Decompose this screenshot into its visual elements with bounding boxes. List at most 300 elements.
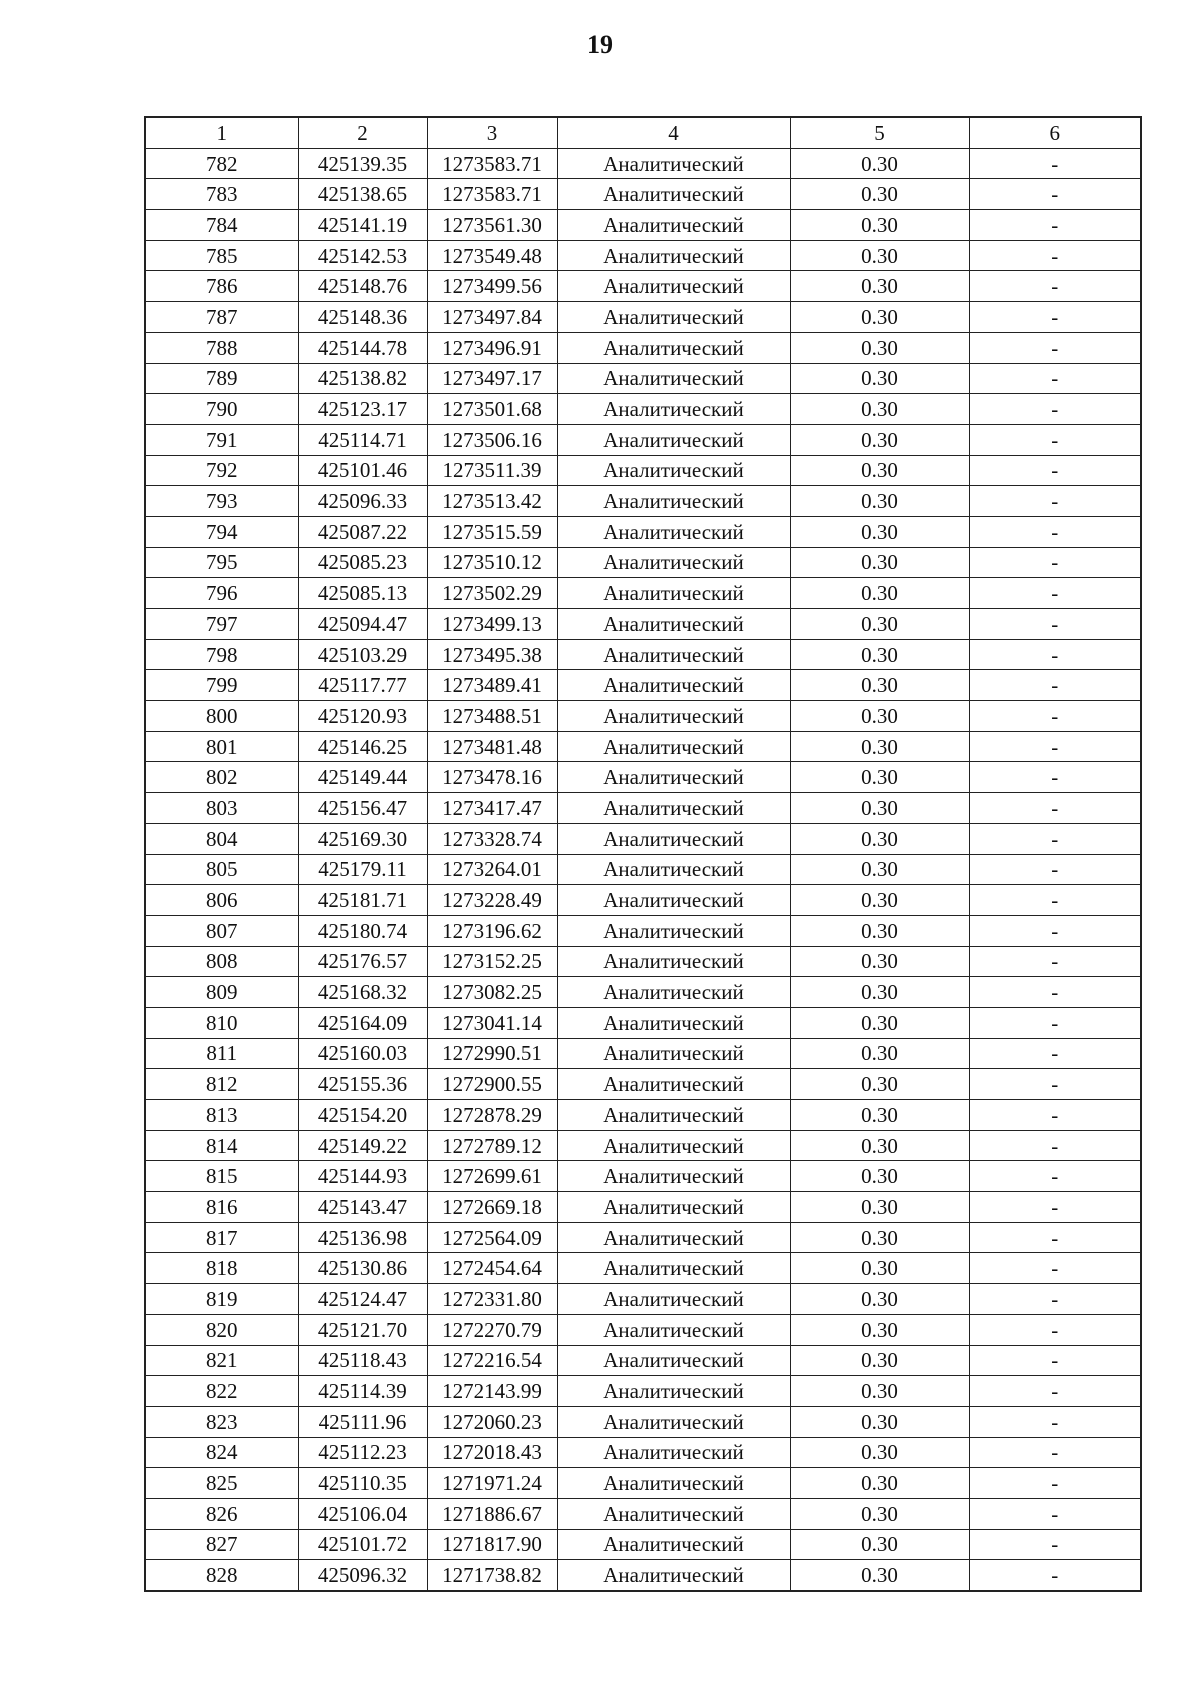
table-row [145, 1314, 1141, 1345]
table-row [145, 394, 1141, 425]
cell-point-number: 806 [145, 885, 298, 916]
cell-x-coordinate: 425094.47 [298, 609, 427, 640]
table-row [145, 915, 1141, 946]
table-row [145, 762, 1141, 793]
cell-point-number: 821 [145, 1345, 298, 1376]
cell-point-number: 813 [145, 1100, 298, 1131]
cell-x-coordinate: 425142.53 [298, 240, 427, 271]
cell-y-coordinate: 1273481.48 [427, 731, 557, 762]
cell-y-coordinate: 1273499.56 [427, 271, 557, 302]
cell-note: - [969, 394, 1141, 425]
cell-y-coordinate: 1273264.01 [427, 854, 557, 885]
cell-y-coordinate: 1272331.80 [427, 1284, 557, 1315]
page-number: 19 [587, 30, 613, 59]
cell-method: Аналитический [557, 1560, 790, 1591]
cell-method: Аналитический [557, 148, 790, 179]
cell-point-number: 816 [145, 1192, 298, 1223]
table-row [145, 609, 1141, 640]
cell-point-number: 805 [145, 854, 298, 885]
cell-point-number: 791 [145, 424, 298, 455]
cell-x-coordinate: 425096.32 [298, 1560, 427, 1591]
cell-accuracy: 0.30 [790, 486, 969, 517]
cell-note: - [969, 823, 1141, 854]
table-row [145, 701, 1141, 732]
cell-method: Аналитический [557, 793, 790, 824]
table-row [145, 210, 1141, 241]
cell-note: - [969, 1192, 1141, 1223]
cell-accuracy: 0.30 [790, 854, 969, 885]
cell-method: Аналитический [557, 1222, 790, 1253]
cell-point-number: 814 [145, 1130, 298, 1161]
table-row [145, 486, 1141, 517]
cell-note: - [969, 302, 1141, 333]
cell-y-coordinate: 1272878.29 [427, 1100, 557, 1131]
cell-note: - [969, 547, 1141, 578]
cell-method: Аналитический [557, 639, 790, 670]
table-row [145, 1192, 1141, 1223]
cell-note: - [969, 731, 1141, 762]
cell-point-number: 783 [145, 179, 298, 210]
header-row [145, 117, 1141, 148]
cell-note: - [969, 915, 1141, 946]
cell-note: - [969, 1284, 1141, 1315]
cell-note: - [969, 240, 1141, 271]
cell-method: Аналитический [557, 516, 790, 547]
cell-method: Аналитический [557, 1314, 790, 1345]
cell-accuracy: 0.30 [790, 240, 969, 271]
cell-accuracy: 0.30 [790, 1069, 969, 1100]
cell-note: - [969, 455, 1141, 486]
cell-method: Аналитический [557, 394, 790, 425]
cell-y-coordinate: 1273497.84 [427, 302, 557, 333]
table-row [145, 271, 1141, 302]
cell-y-coordinate: 1272270.79 [427, 1314, 557, 1345]
cell-point-number: 789 [145, 363, 298, 394]
table-row [145, 885, 1141, 916]
cell-accuracy: 0.30 [790, 1314, 969, 1345]
cell-y-coordinate: 1272216.54 [427, 1345, 557, 1376]
cell-method: Аналитический [557, 240, 790, 271]
table-row [145, 731, 1141, 762]
cell-x-coordinate: 425148.76 [298, 271, 427, 302]
cell-note: - [969, 1222, 1141, 1253]
cell-point-number: 812 [145, 1069, 298, 1100]
column-header-2: 2 [298, 117, 427, 148]
cell-point-number: 788 [145, 332, 298, 363]
cell-method: Аналитический [557, 701, 790, 732]
cell-point-number: 792 [145, 455, 298, 486]
cell-y-coordinate: 1273041.14 [427, 1007, 557, 1038]
cell-x-coordinate: 425156.47 [298, 793, 427, 824]
cell-x-coordinate: 425146.25 [298, 731, 427, 762]
cell-point-number: 823 [145, 1406, 298, 1437]
table-row [145, 1284, 1141, 1315]
cell-method: Аналитический [557, 1192, 790, 1223]
cell-x-coordinate: 425176.57 [298, 946, 427, 977]
table-row [145, 1100, 1141, 1131]
cell-x-coordinate: 425169.30 [298, 823, 427, 854]
cell-method: Аналитический [557, 271, 790, 302]
table-body [145, 148, 1141, 1591]
cell-accuracy: 0.30 [790, 762, 969, 793]
table-row [145, 1345, 1141, 1376]
cell-note: - [969, 1468, 1141, 1499]
column-header-6: 6 [969, 117, 1141, 148]
cell-x-coordinate: 425106.04 [298, 1498, 427, 1529]
cell-point-number: 822 [145, 1376, 298, 1407]
cell-y-coordinate: 1273583.71 [427, 148, 557, 179]
cell-accuracy: 0.30 [790, 578, 969, 609]
table-row [145, 1498, 1141, 1529]
table-row [145, 1529, 1141, 1560]
table-row [145, 1253, 1141, 1284]
cell-method: Аналитический [557, 1284, 790, 1315]
cell-method: Аналитический [557, 547, 790, 578]
cell-point-number: 828 [145, 1560, 298, 1591]
cell-accuracy: 0.30 [790, 1376, 969, 1407]
cell-accuracy: 0.30 [790, 639, 969, 670]
cell-method: Аналитический [557, 179, 790, 210]
cell-x-coordinate: 425085.23 [298, 547, 427, 578]
cell-point-number: 802 [145, 762, 298, 793]
cell-point-number: 793 [145, 486, 298, 517]
table-row [145, 547, 1141, 578]
cell-method: Аналитический [557, 455, 790, 486]
table-row [145, 302, 1141, 333]
table-row [145, 670, 1141, 701]
cell-y-coordinate: 1273583.71 [427, 179, 557, 210]
cell-note: - [969, 578, 1141, 609]
cell-x-coordinate: 425121.70 [298, 1314, 427, 1345]
cell-x-coordinate: 425101.72 [298, 1529, 427, 1560]
cell-method: Аналитический [557, 762, 790, 793]
cell-accuracy: 0.30 [790, 1529, 969, 1560]
cell-accuracy: 0.30 [790, 701, 969, 732]
cell-accuracy: 0.30 [790, 302, 969, 333]
cell-x-coordinate: 425181.71 [298, 885, 427, 916]
cell-note: - [969, 1314, 1141, 1345]
cell-y-coordinate: 1272564.09 [427, 1222, 557, 1253]
cell-x-coordinate: 425111.96 [298, 1406, 427, 1437]
cell-note: - [969, 1498, 1141, 1529]
column-header-3: 3 [427, 117, 557, 148]
cell-accuracy: 0.30 [790, 1345, 969, 1376]
table-row [145, 1069, 1141, 1100]
cell-y-coordinate: 1273515.59 [427, 516, 557, 547]
cell-point-number: 811 [145, 1038, 298, 1069]
cell-x-coordinate: 425112.23 [298, 1437, 427, 1468]
cell-method: Аналитический [557, 1406, 790, 1437]
cell-note: - [969, 1100, 1141, 1131]
cell-accuracy: 0.30 [790, 1406, 969, 1437]
cell-point-number: 827 [145, 1529, 298, 1560]
cell-x-coordinate: 425117.77 [298, 670, 427, 701]
cell-method: Аналитический [557, 609, 790, 640]
cell-accuracy: 0.30 [790, 179, 969, 210]
cell-note: - [969, 1161, 1141, 1192]
cell-y-coordinate: 1273228.49 [427, 885, 557, 916]
cell-method: Аналитический [557, 578, 790, 609]
cell-accuracy: 0.30 [790, 1192, 969, 1223]
cell-point-number: 825 [145, 1468, 298, 1499]
cell-x-coordinate: 425138.65 [298, 179, 427, 210]
cell-point-number: 794 [145, 516, 298, 547]
cell-note: - [969, 946, 1141, 977]
table-row [145, 1222, 1141, 1253]
cell-x-coordinate: 425160.03 [298, 1038, 427, 1069]
cell-note: - [969, 179, 1141, 210]
cell-method: Аналитический [557, 332, 790, 363]
cell-accuracy: 0.30 [790, 1222, 969, 1253]
table-row [145, 1161, 1141, 1192]
cell-y-coordinate: 1271817.90 [427, 1529, 557, 1560]
table-header [145, 117, 1141, 148]
cell-point-number: 820 [145, 1314, 298, 1345]
coordinates-table [144, 116, 1142, 1592]
cell-method: Аналитический [557, 210, 790, 241]
cell-y-coordinate: 1272669.18 [427, 1192, 557, 1223]
cell-note: - [969, 148, 1141, 179]
cell-point-number: 785 [145, 240, 298, 271]
cell-y-coordinate: 1273489.41 [427, 670, 557, 701]
cell-accuracy: 0.30 [790, 1468, 969, 1499]
cell-y-coordinate: 1272990.51 [427, 1038, 557, 1069]
cell-x-coordinate: 425138.82 [298, 363, 427, 394]
table-row [145, 946, 1141, 977]
cell-point-number: 797 [145, 609, 298, 640]
table-row [145, 1406, 1141, 1437]
cell-point-number: 786 [145, 271, 298, 302]
cell-accuracy: 0.30 [790, 946, 969, 977]
cell-method: Аналитический [557, 1376, 790, 1407]
table-row [145, 854, 1141, 885]
cell-method: Аналитический [557, 1437, 790, 1468]
cell-point-number: 808 [145, 946, 298, 977]
cell-accuracy: 0.30 [790, 1100, 969, 1131]
cell-method: Аналитический [557, 885, 790, 916]
cell-method: Аналитический [557, 1069, 790, 1100]
cell-point-number: 796 [145, 578, 298, 609]
cell-y-coordinate: 1273196.62 [427, 915, 557, 946]
cell-y-coordinate: 1273328.74 [427, 823, 557, 854]
cell-accuracy: 0.30 [790, 394, 969, 425]
cell-x-coordinate: 425130.86 [298, 1253, 427, 1284]
cell-y-coordinate: 1271971.24 [427, 1468, 557, 1499]
cell-accuracy: 0.30 [790, 1560, 969, 1591]
cell-x-coordinate: 425143.47 [298, 1192, 427, 1223]
table-row [145, 639, 1141, 670]
table-row [145, 240, 1141, 271]
cell-point-number: 826 [145, 1498, 298, 1529]
table-row [145, 1437, 1141, 1468]
cell-y-coordinate: 1273511.39 [427, 455, 557, 486]
cell-y-coordinate: 1273506.16 [427, 424, 557, 455]
cell-y-coordinate: 1273561.30 [427, 210, 557, 241]
cell-method: Аналитический [557, 1007, 790, 1038]
cell-point-number: 809 [145, 977, 298, 1008]
table-row [145, 578, 1141, 609]
cell-accuracy: 0.30 [790, 148, 969, 179]
cell-point-number: 787 [145, 302, 298, 333]
cell-method: Аналитический [557, 1130, 790, 1161]
cell-accuracy: 0.30 [790, 271, 969, 302]
cell-method: Аналитический [557, 486, 790, 517]
cell-point-number: 810 [145, 1007, 298, 1038]
cell-accuracy: 0.30 [790, 1253, 969, 1284]
cell-note: - [969, 332, 1141, 363]
cell-method: Аналитический [557, 302, 790, 333]
cell-note: - [969, 486, 1141, 517]
table-row [145, 1130, 1141, 1161]
table-row [145, 793, 1141, 824]
cell-accuracy: 0.30 [790, 1498, 969, 1529]
cell-y-coordinate: 1273082.25 [427, 977, 557, 1008]
cell-method: Аналитический [557, 363, 790, 394]
cell-x-coordinate: 425136.98 [298, 1222, 427, 1253]
table-row [145, 148, 1141, 179]
cell-note: - [969, 1376, 1141, 1407]
cell-note: - [969, 639, 1141, 670]
cell-x-coordinate: 425118.43 [298, 1345, 427, 1376]
cell-point-number: 784 [145, 210, 298, 241]
cell-y-coordinate: 1273499.13 [427, 609, 557, 640]
cell-y-coordinate: 1272143.99 [427, 1376, 557, 1407]
table-row [145, 1560, 1141, 1591]
column-header-4: 4 [557, 117, 790, 148]
table-row [145, 179, 1141, 210]
cell-method: Аналитический [557, 1161, 790, 1192]
cell-x-coordinate: 425114.71 [298, 424, 427, 455]
cell-y-coordinate: 1273495.38 [427, 639, 557, 670]
cell-point-number: 807 [145, 915, 298, 946]
cell-accuracy: 0.30 [790, 823, 969, 854]
cell-point-number: 790 [145, 394, 298, 425]
cell-point-number: 817 [145, 1222, 298, 1253]
cell-x-coordinate: 425123.17 [298, 394, 427, 425]
table-row [145, 1468, 1141, 1499]
cell-point-number: 819 [145, 1284, 298, 1315]
cell-point-number: 818 [145, 1253, 298, 1284]
cell-note: - [969, 363, 1141, 394]
cell-x-coordinate: 425144.78 [298, 332, 427, 363]
cell-y-coordinate: 1273496.91 [427, 332, 557, 363]
cell-x-coordinate: 425139.35 [298, 148, 427, 179]
cell-accuracy: 0.30 [790, 1038, 969, 1069]
cell-note: - [969, 885, 1141, 916]
cell-point-number: 782 [145, 148, 298, 179]
cell-y-coordinate: 1272454.64 [427, 1253, 557, 1284]
cell-accuracy: 0.30 [790, 1161, 969, 1192]
cell-note: - [969, 1437, 1141, 1468]
cell-point-number: 799 [145, 670, 298, 701]
cell-accuracy: 0.30 [790, 670, 969, 701]
cell-note: - [969, 210, 1141, 241]
cell-note: - [969, 1253, 1141, 1284]
table-row [145, 516, 1141, 547]
cell-accuracy: 0.30 [790, 210, 969, 241]
table-row [145, 1376, 1141, 1407]
cell-y-coordinate: 1273513.42 [427, 486, 557, 517]
table-row [145, 1007, 1141, 1038]
cell-x-coordinate: 425110.35 [298, 1468, 427, 1499]
cell-accuracy: 0.30 [790, 1130, 969, 1161]
cell-note: - [969, 1130, 1141, 1161]
cell-y-coordinate: 1272699.61 [427, 1161, 557, 1192]
cell-method: Аналитический [557, 946, 790, 977]
cell-method: Аналитический [557, 1100, 790, 1131]
cell-note: - [969, 793, 1141, 824]
cell-accuracy: 0.30 [790, 977, 969, 1008]
cell-note: - [969, 271, 1141, 302]
table-row [145, 332, 1141, 363]
cell-note: - [969, 762, 1141, 793]
cell-note: - [969, 701, 1141, 732]
column-header-5: 5 [790, 117, 969, 148]
cell-note: - [969, 977, 1141, 1008]
cell-method: Аналитический [557, 424, 790, 455]
cell-y-coordinate: 1272018.43 [427, 1437, 557, 1468]
cell-note: - [969, 1529, 1141, 1560]
cell-note: - [969, 1007, 1141, 1038]
cell-note: - [969, 670, 1141, 701]
cell-y-coordinate: 1271738.82 [427, 1560, 557, 1591]
cell-y-coordinate: 1273417.47 [427, 793, 557, 824]
cell-accuracy: 0.30 [790, 1284, 969, 1315]
cell-note: - [969, 516, 1141, 547]
cell-point-number: 804 [145, 823, 298, 854]
cell-method: Аналитический [557, 1468, 790, 1499]
cell-point-number: 803 [145, 793, 298, 824]
cell-accuracy: 0.30 [790, 1437, 969, 1468]
cell-point-number: 824 [145, 1437, 298, 1468]
cell-method: Аналитический [557, 1345, 790, 1376]
cell-method: Аналитический [557, 670, 790, 701]
cell-y-coordinate: 1272789.12 [427, 1130, 557, 1161]
cell-point-number: 815 [145, 1161, 298, 1192]
cell-note: - [969, 1038, 1141, 1069]
table-row [145, 1038, 1141, 1069]
cell-x-coordinate: 425179.11 [298, 854, 427, 885]
cell-y-coordinate: 1273510.12 [427, 547, 557, 578]
cell-x-coordinate: 425101.46 [298, 455, 427, 486]
cell-x-coordinate: 425155.36 [298, 1069, 427, 1100]
cell-x-coordinate: 425114.39 [298, 1376, 427, 1407]
cell-point-number: 795 [145, 547, 298, 578]
cell-note: - [969, 1560, 1141, 1591]
cell-y-coordinate: 1273549.48 [427, 240, 557, 271]
cell-point-number: 801 [145, 731, 298, 762]
cell-x-coordinate: 425144.93 [298, 1161, 427, 1192]
cell-point-number: 800 [145, 701, 298, 732]
cell-y-coordinate: 1273488.51 [427, 701, 557, 732]
cell-note: - [969, 424, 1141, 455]
cell-y-coordinate: 1273478.16 [427, 762, 557, 793]
cell-y-coordinate: 1272060.23 [427, 1406, 557, 1437]
cell-accuracy: 0.30 [790, 915, 969, 946]
cell-y-coordinate: 1273497.17 [427, 363, 557, 394]
cell-x-coordinate: 425180.74 [298, 915, 427, 946]
cell-x-coordinate: 425154.20 [298, 1100, 427, 1131]
cell-accuracy: 0.30 [790, 609, 969, 640]
cell-accuracy: 0.30 [790, 885, 969, 916]
cell-accuracy: 0.30 [790, 547, 969, 578]
cell-method: Аналитический [557, 1253, 790, 1284]
table-row [145, 977, 1141, 1008]
cell-accuracy: 0.30 [790, 516, 969, 547]
cell-method: Аналитический [557, 823, 790, 854]
cell-x-coordinate: 425124.47 [298, 1284, 427, 1315]
table-row [145, 363, 1141, 394]
